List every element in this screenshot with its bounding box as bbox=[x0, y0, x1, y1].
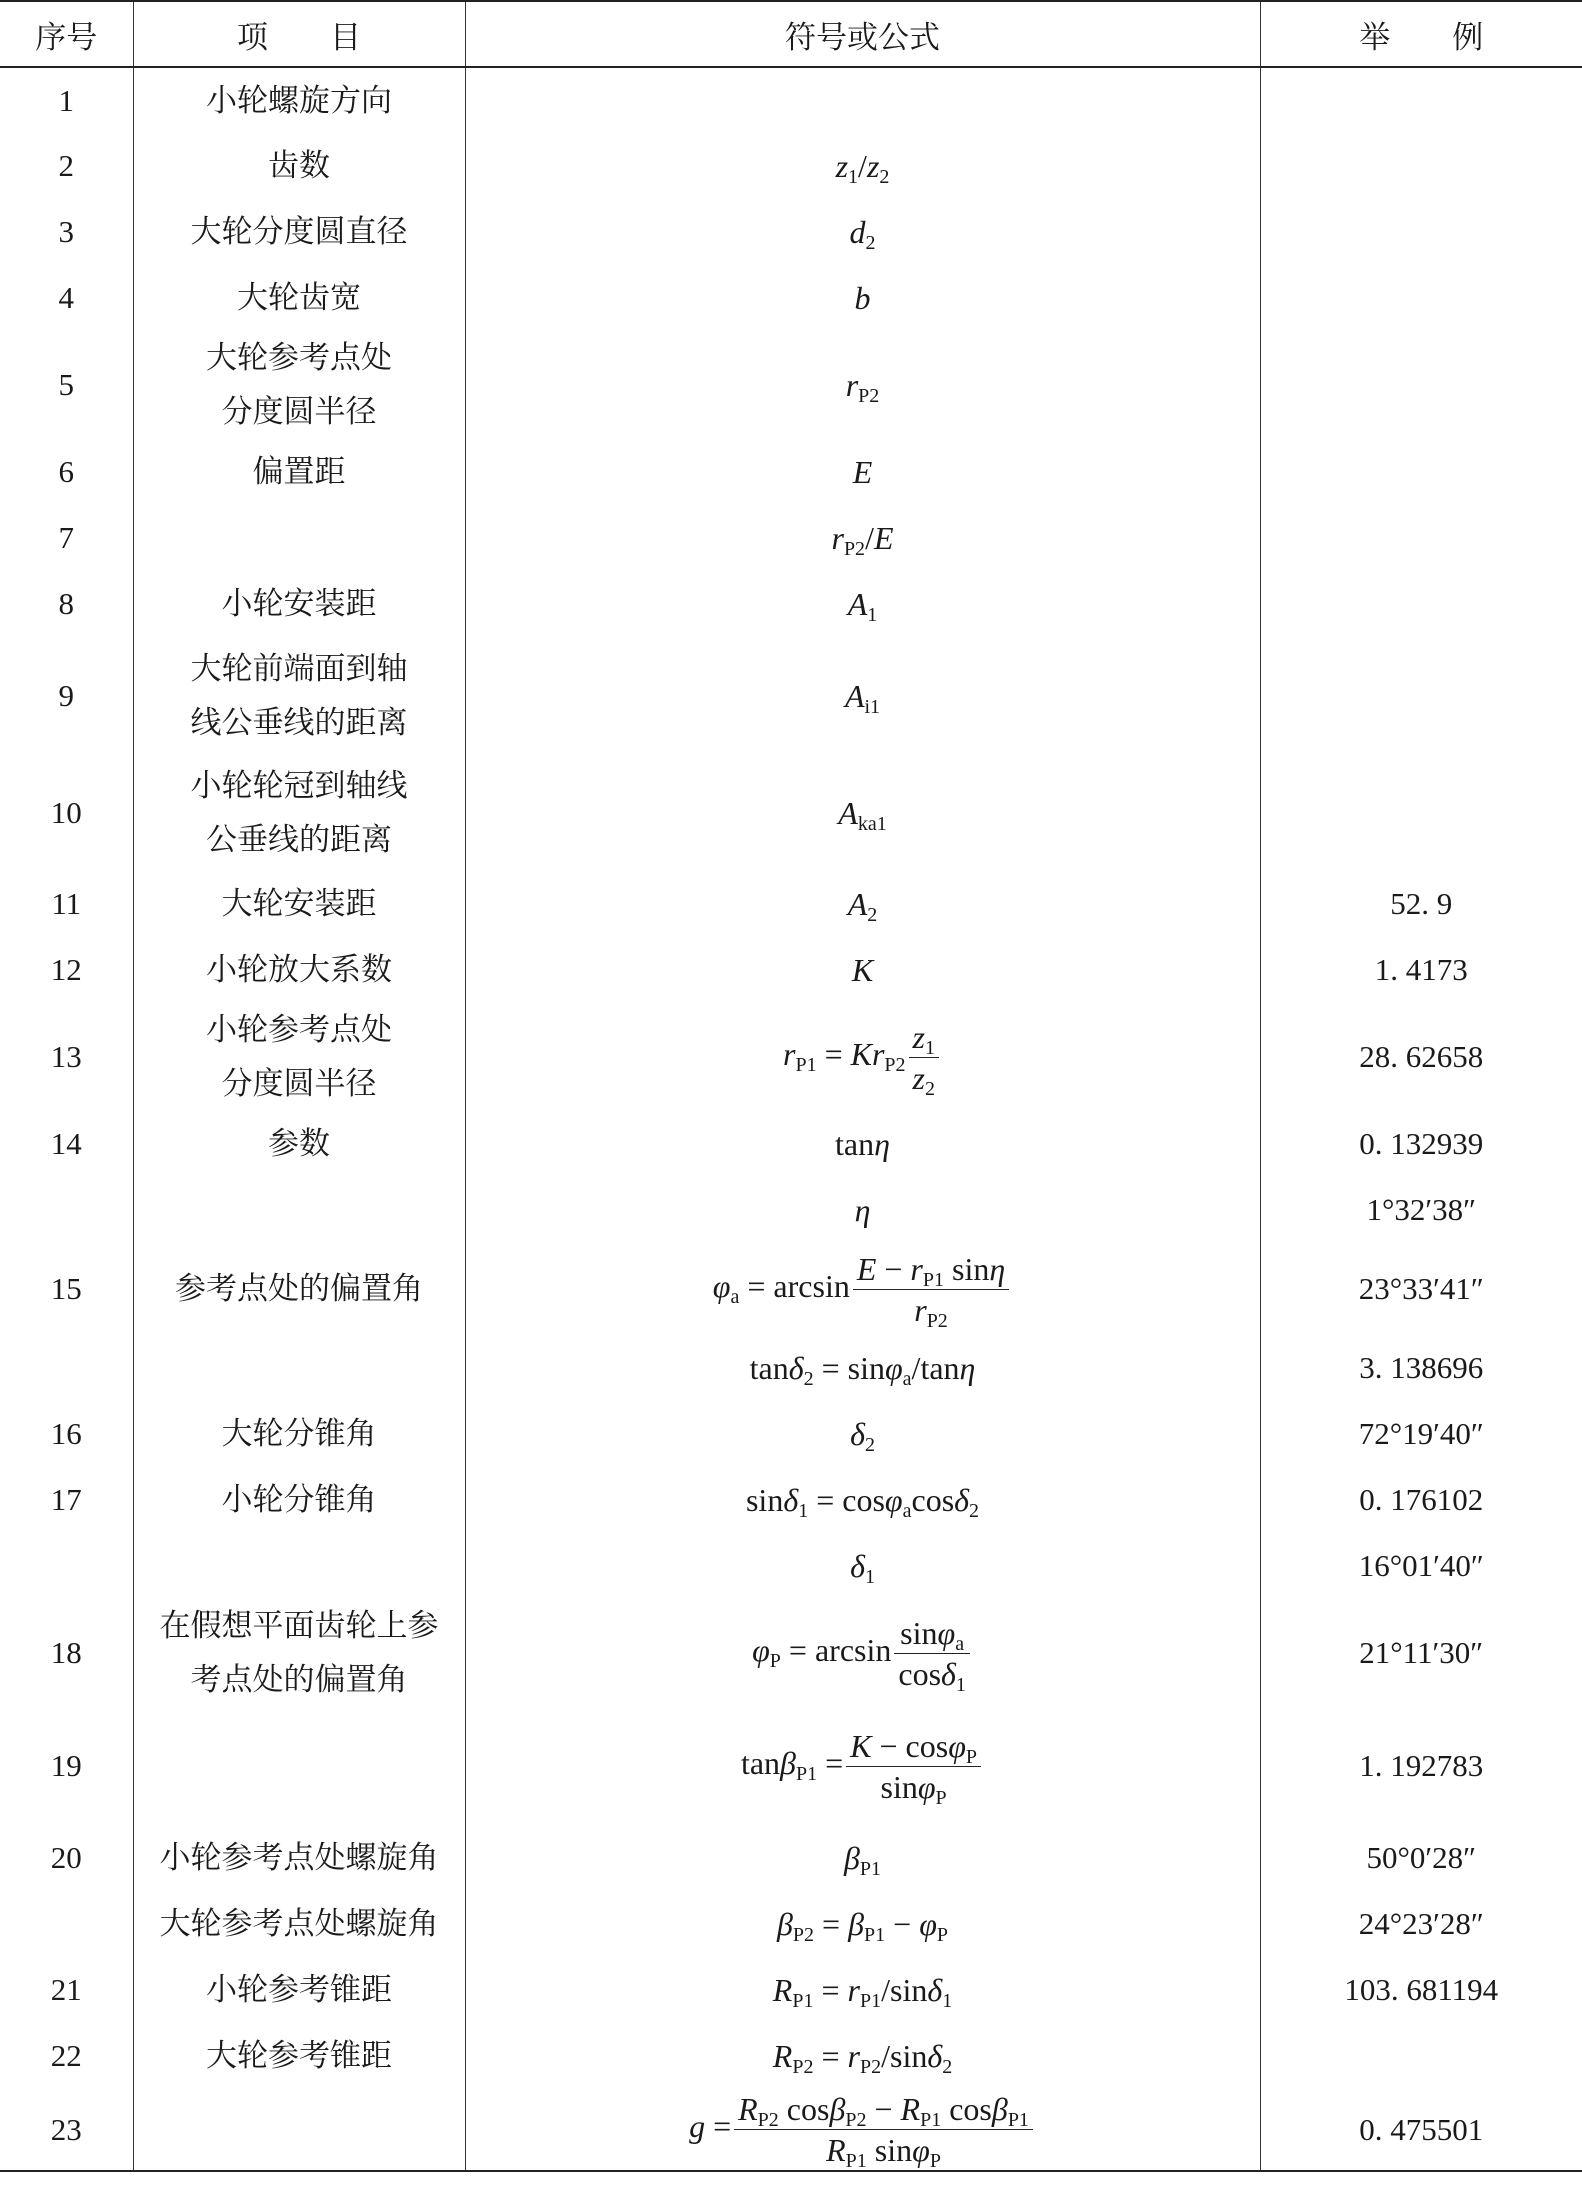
row-item: 小轮螺旋方向 bbox=[133, 67, 465, 133]
row-formula: $z_1/z_2$ bbox=[465, 133, 1260, 199]
row-formula: $A_{i1}$ bbox=[465, 637, 1260, 755]
row-number: 11 bbox=[0, 871, 133, 937]
row-number: 2 bbox=[0, 133, 133, 199]
row-formula: $R_{P1} = r_{P1}/\sin\delta_1$ bbox=[465, 1957, 1260, 2023]
row-number: 1 bbox=[0, 67, 133, 133]
row-formula: $\beta_{P2} = \beta_{P1} - \varphi_P$ bbox=[465, 1891, 1260, 1957]
row-number: 12 bbox=[0, 937, 133, 1003]
row-item bbox=[133, 505, 465, 571]
row-example: 3. 138696 bbox=[1260, 1335, 1582, 1401]
table-row bbox=[0, 1599, 1582, 1707]
row-number: 21 bbox=[0, 1957, 133, 2023]
table-row bbox=[0, 571, 1582, 637]
row-number: 23 bbox=[0, 2089, 133, 2171]
row-formula: E bbox=[465, 439, 1260, 505]
table-row bbox=[0, 331, 1582, 439]
header-item: 项 目 bbox=[133, 1, 465, 67]
row-formula: $A_{ka1}$ bbox=[465, 755, 1260, 871]
row-number: 10 bbox=[0, 755, 133, 871]
row-item: 大轮齿宽 bbox=[133, 265, 465, 331]
row-number: 14 bbox=[0, 1111, 133, 1177]
table-row bbox=[0, 133, 1582, 199]
table-row bbox=[0, 637, 1582, 755]
row-number: 8 bbox=[0, 571, 133, 637]
row-formula: g = $\frac{R_{P2} \cos\beta_{P2} - R_{P1} \cos\beta_{P1}}{R_{P1} \sin\varphi_P}$ bbox=[465, 2089, 1260, 2171]
table-row bbox=[0, 1003, 1582, 1111]
row-example: 16°01′40″ bbox=[1260, 1533, 1582, 1599]
row-formula: tanδ$_2$ = sinφ$_a$/tanη bbox=[465, 1335, 1260, 1401]
row-number: 15 bbox=[0, 1243, 133, 1335]
row-item: 大轮安装距 bbox=[133, 871, 465, 937]
row-item: 小轮安装距 bbox=[133, 571, 465, 637]
row-example: 72°19′40″ bbox=[1260, 1401, 1582, 1467]
row-formula: $A_2$ bbox=[465, 871, 1260, 937]
table-row bbox=[0, 1533, 1582, 1599]
row-item bbox=[133, 1533, 465, 1599]
row-item bbox=[133, 2089, 465, 2171]
row-item: 大轮分度圆直径 bbox=[133, 199, 465, 265]
row-number bbox=[0, 1335, 133, 1401]
table-row bbox=[0, 1825, 1582, 1891]
row-example bbox=[1260, 331, 1582, 439]
row-example bbox=[1260, 67, 1582, 133]
row-number: 3 bbox=[0, 199, 133, 265]
row-item: 小轮参考点处 分度圆半径 bbox=[133, 1003, 465, 1111]
row-item: 大轮参考点处 分度圆半径 bbox=[133, 331, 465, 439]
row-number bbox=[0, 1891, 133, 1957]
table-row bbox=[0, 199, 1582, 265]
row-example: 24°23′28″ bbox=[1260, 1891, 1582, 1957]
table-row bbox=[0, 2089, 1582, 2171]
row-number: 7 bbox=[0, 505, 133, 571]
row-formula: $\delta_2$ bbox=[465, 1401, 1260, 1467]
row-item bbox=[133, 1707, 465, 1825]
header-row bbox=[0, 1, 1582, 67]
table-row bbox=[0, 1891, 1582, 1957]
row-number: 18 bbox=[0, 1599, 133, 1707]
row-formula: sinδ$_1$ = cosφ$_a$cosδ$_2$ bbox=[465, 1467, 1260, 1533]
row-formula: $d_2$ bbox=[465, 199, 1260, 265]
row-number: 13 bbox=[0, 1003, 133, 1111]
row-example bbox=[1260, 505, 1582, 571]
row-item bbox=[133, 1177, 465, 1243]
table-row bbox=[0, 1957, 1582, 2023]
table-row bbox=[0, 1401, 1582, 1467]
row-example bbox=[1260, 2023, 1582, 2089]
table-row bbox=[0, 871, 1582, 937]
table-row bbox=[0, 2023, 1582, 2089]
row-number bbox=[0, 1177, 133, 1243]
row-item: 在假想平面齿轮上参 考点处的偏置角 bbox=[133, 1599, 465, 1707]
table-row bbox=[0, 1243, 1582, 1335]
row-formula: b bbox=[465, 265, 1260, 331]
row-item: 偏置距 bbox=[133, 439, 465, 505]
row-item: 大轮参考点处螺旋角 bbox=[133, 1891, 465, 1957]
row-example: 0. 176102 bbox=[1260, 1467, 1582, 1533]
row-number: 19 bbox=[0, 1707, 133, 1825]
row-formula: $\beta_{P1}$ bbox=[465, 1825, 1260, 1891]
row-example: 1. 4173 bbox=[1260, 937, 1582, 1003]
row-example: 0. 475501 bbox=[1260, 2089, 1582, 2171]
row-example: 28. 62658 bbox=[1260, 1003, 1582, 1111]
table-row bbox=[0, 439, 1582, 505]
row-number: 6 bbox=[0, 439, 133, 505]
row-example: 0. 132939 bbox=[1260, 1111, 1582, 1177]
row-item: 大轮参考锥距 bbox=[133, 2023, 465, 2089]
row-formula: $\varphi_P = \arcsin$ $\frac{\sin\varphi_a}{\cos\delta_1}$ bbox=[465, 1599, 1260, 1707]
row-example: 52. 9 bbox=[1260, 871, 1582, 937]
row-number: 16 bbox=[0, 1401, 133, 1467]
header-num: 序号 bbox=[0, 1, 133, 67]
table-row bbox=[0, 265, 1582, 331]
row-example: 21°11′30″ bbox=[1260, 1599, 1582, 1707]
row-number: 17 bbox=[0, 1467, 133, 1533]
table-row bbox=[0, 505, 1582, 571]
table-row bbox=[0, 755, 1582, 871]
row-item bbox=[133, 1335, 465, 1401]
row-example bbox=[1260, 755, 1582, 871]
row-item: 小轮参考锥距 bbox=[133, 1957, 465, 2023]
row-item: 参数 bbox=[133, 1111, 465, 1177]
row-example: 50°0′28″ bbox=[1260, 1825, 1582, 1891]
row-example bbox=[1260, 265, 1582, 331]
row-number: 22 bbox=[0, 2023, 133, 2089]
table-row bbox=[0, 937, 1582, 1003]
row-number: 4 bbox=[0, 265, 133, 331]
row-formula: $\varphi_a = \arcsin$ $\frac{E - r_{P1} \sin\eta}{r_{P2}}$ bbox=[465, 1243, 1260, 1335]
row-item: 齿数 bbox=[133, 133, 465, 199]
header-formula: 符号或公式 bbox=[465, 1, 1260, 67]
table-row bbox=[0, 1335, 1582, 1401]
row-item: 参考点处的偏置角 bbox=[133, 1243, 465, 1335]
row-formula: K bbox=[465, 937, 1260, 1003]
row-formula: $A_1$ bbox=[465, 571, 1260, 637]
row-formula: $r_{P2}/E$ bbox=[465, 505, 1260, 571]
row-number: 5 bbox=[0, 331, 133, 439]
row-example bbox=[1260, 571, 1582, 637]
table-row bbox=[0, 67, 1582, 133]
row-item: 大轮前端面到轴 线公垂线的距离 bbox=[133, 637, 465, 755]
row-item: 小轮参考点处螺旋角 bbox=[133, 1825, 465, 1891]
row-example bbox=[1260, 133, 1582, 199]
table-row bbox=[0, 1177, 1582, 1243]
row-formula: tanβ$_{P1}$ = $\frac{K - \cos\varphi_P}{\sin\varphi_P}$ bbox=[465, 1707, 1260, 1825]
row-item: 小轮轮冠到轴线 公垂线的距离 bbox=[133, 755, 465, 871]
row-example: 1. 192783 bbox=[1260, 1707, 1582, 1825]
row-formula: tanη bbox=[465, 1111, 1260, 1177]
row-example bbox=[1260, 439, 1582, 505]
row-item: 小轮分锥角 bbox=[133, 1467, 465, 1533]
header-example: 举 例 bbox=[1260, 1, 1582, 67]
row-example: 23°33′41″ bbox=[1260, 1243, 1582, 1335]
row-formula bbox=[465, 67, 1260, 133]
row-formula: $\delta_1$ bbox=[465, 1533, 1260, 1599]
table-row bbox=[0, 1467, 1582, 1533]
row-formula: $r_{P1} = Kr_{P2}$ $\frac{z_1}{z_2}$ bbox=[465, 1003, 1260, 1111]
row-formula: $R_{P2} = r_{P2}/\sin\delta_2$ bbox=[465, 2023, 1260, 2089]
row-item: 大轮分锥角 bbox=[133, 1401, 465, 1467]
row-formula: η bbox=[465, 1177, 1260, 1243]
row-example: 1°32′38″ bbox=[1260, 1177, 1582, 1243]
row-formula: $r_{P2}$ bbox=[465, 331, 1260, 439]
row-example bbox=[1260, 637, 1582, 755]
row-example bbox=[1260, 199, 1582, 265]
table-row bbox=[0, 1707, 1582, 1825]
row-example: 103. 681194 bbox=[1260, 1957, 1582, 2023]
row-number: 9 bbox=[0, 637, 133, 755]
table-row bbox=[0, 1111, 1582, 1177]
row-number: 20 bbox=[0, 1825, 133, 1891]
row-item: 小轮放大系数 bbox=[133, 937, 465, 1003]
row-number bbox=[0, 1533, 133, 1599]
